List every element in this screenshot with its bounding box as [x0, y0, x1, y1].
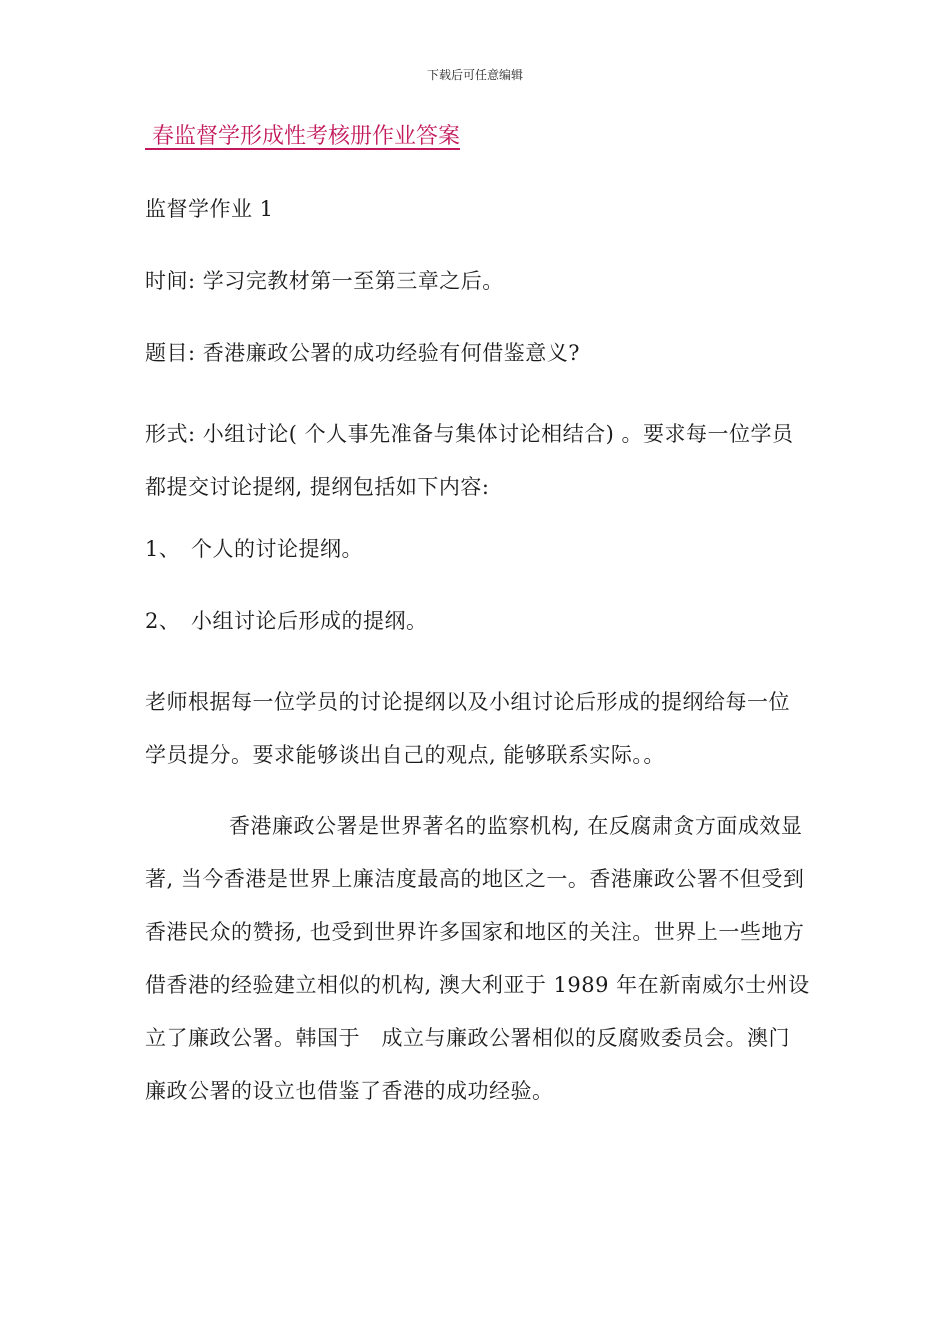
list-item — [145, 604, 810, 638]
list-item — [145, 532, 810, 566]
document-title: 春监督学形成性考核册作业答案 — [145, 124, 460, 149]
body-paragraph: 香港廉政公署是世界著名的监察机构, 在反腐肃贪方面成效显著, 当今香港是世界上廉洁度最高的地区之一。香港廉政公署不但受到香港民众的赞扬, 也受到世界许多国家和地区的关注。世界上一些地方借香港的经验建立相似的机构, 澳大利亚于 1989 年在新南威尔士州设立了廉政公署。韩国于 成立与廉政公署相似的反腐败委员会。澳门廉政公署的设立也借鉴了香港的成功经验。 — [145, 814, 810, 1103]
time-line: 时间: 学习完教材第一至第三章之后。 — [145, 269, 504, 293]
document-body — [145, 120, 810, 1136]
page-header: 下载后可任意编辑 — [426, 68, 523, 82]
teacher-note-paragraph: 老师根据每一位学员的讨论提纲以及小组讨论后形成的提纲给每一位学员提分。要求能够谈出自己的观点, 能够联系实际。。 — [145, 690, 790, 767]
list-number: 1、 — [145, 537, 181, 561]
form-paragraph: 形式: 小组讨论( 个人事先准备与集体讨论相结合) 。要求每一位学员都提交讨论提纲, 提纲包括如下内容: — [145, 422, 794, 499]
topic-line: 题目: 香港廉政公署的成功经验有何借鉴意义? — [145, 341, 581, 365]
list-text: 小组讨论后形成的提纲。 — [191, 609, 428, 633]
list-text: 个人的讨论提纲。 — [191, 537, 363, 561]
assignment-heading: 监督学作业 1 — [145, 197, 274, 221]
list-number: 2、 — [145, 609, 181, 633]
